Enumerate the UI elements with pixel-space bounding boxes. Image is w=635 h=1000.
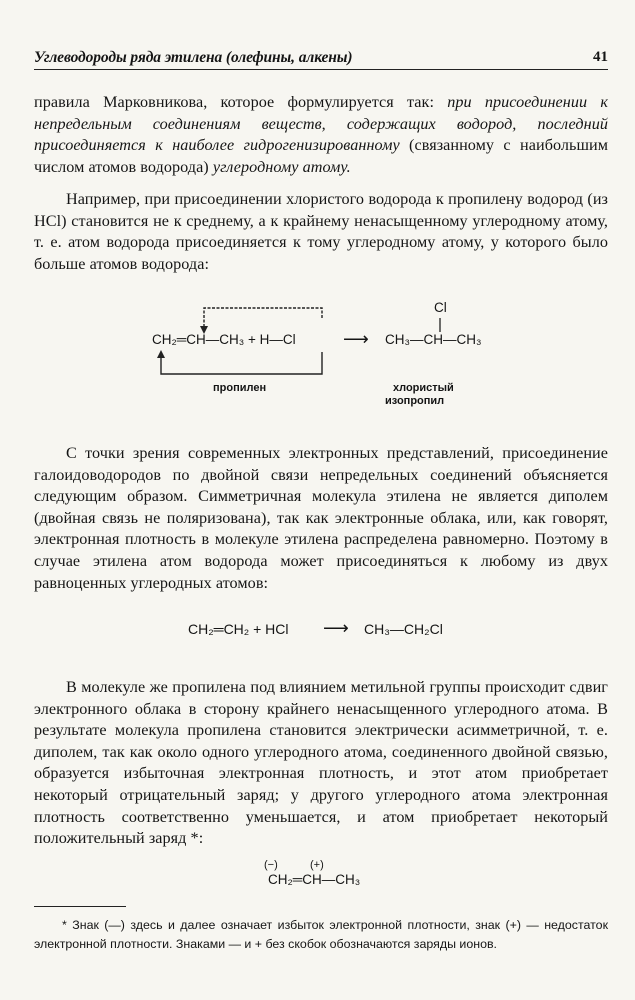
footnote-reference: *: (190, 829, 204, 848)
charge-minus: (−) (264, 859, 278, 871)
label-propylene: пропилен (213, 382, 267, 394)
rule-lead-text: правила Марковникова, которое формулируется так: (34, 93, 448, 111)
bottom-arrowhead (157, 350, 165, 358)
reaction2-reactants: CH₂═CH₂ + HCl (188, 621, 289, 637)
reaction1-arrow: ⟶ (343, 329, 369, 349)
propylene-polarized-formula: CH₂═CH—CH₃ (268, 872, 361, 887)
label-isopropyl-chloride-line2: изопропил (385, 395, 445, 407)
charge-plus: (+) (310, 859, 324, 871)
paragraph-electronic-theory: С точки зрения современных электронных представлений, присоединение галоидоводородов по двойной связи непредельных соединений объясняется следующим образом. Симметричная молекула этилена не является диполем (двойная связь не поляризована), так как электронные облака, или, как говорят, электронная плотность в молекуле этилена распределена равномерно. Поэтому в случае этилена атом водорода может присоединяться к любому из двух равноценных углеродных атомов: (34, 444, 608, 592)
paragraph-example: Например, при присоединении хлористого водорода к пропилену водород (из HCl) становится не к среднему, а к крайнему ненасыщенному углеродному атому, т. е. атом водорода присоединяется к тому углеродному атому, у которого было больше атомов водорода: (34, 190, 608, 273)
running-head: Углеводороды ряда этилена (олефины, алкены) (34, 49, 353, 66)
reaction1-reactants: CH₂═CH—CH₃ + H—Cl (152, 332, 296, 347)
rule-statement: при присоединении к непредельным соединениям веществ, содержащих водород, последний присоединяется к наиболее гидрогенизированному (34, 93, 608, 155)
page-number: 41 (593, 49, 608, 65)
paragraph-propylene-dipole (34, 677, 608, 850)
top-bracket-line (204, 308, 322, 328)
reaction2-product: CH₃—CH₂Cl (364, 621, 443, 637)
dipole-text: В молекуле же пропилена под влиянием метильной группы происходит сдвиг электронного облака в сторону крайнего ненасыщенного углеродного атома. В результате молекула пропилена становится электрически асимметричной, т. е. диполем, так как около одного углеродного атома, соединенного двойной связью, образуется избыточная электронная плотность, и этот атом приобретает некоторый отрицательный заряд; у другого углеродного атома электронная плотность соответственно уменьшается, и атом приобретает некоторый положительный заряд (34, 678, 608, 848)
bottom-bracket-line (161, 352, 322, 374)
rule-tail: углеродному атому. (212, 157, 351, 176)
footnote: * Знак (—) здесь и далее означает избыток электронной плотности, знак (+) — недостаток электронной плотности. Знаками — и + без скобок обозначаются заряды ионов. (34, 918, 608, 951)
footnote-divider (34, 906, 126, 907)
reaction1-product: CH₃—CH—CH₃ (385, 332, 482, 347)
label-isopropyl-chloride-line1: хлористый (393, 382, 454, 394)
reaction-arrows-diagram (0, 0, 635, 420)
reaction2-arrow: ⟶ (323, 618, 349, 638)
rule-parenthetical: (связанному с наибольшим числом атомов водорода) (34, 136, 608, 176)
reaction1-product-substituent: Cl (434, 300, 447, 315)
